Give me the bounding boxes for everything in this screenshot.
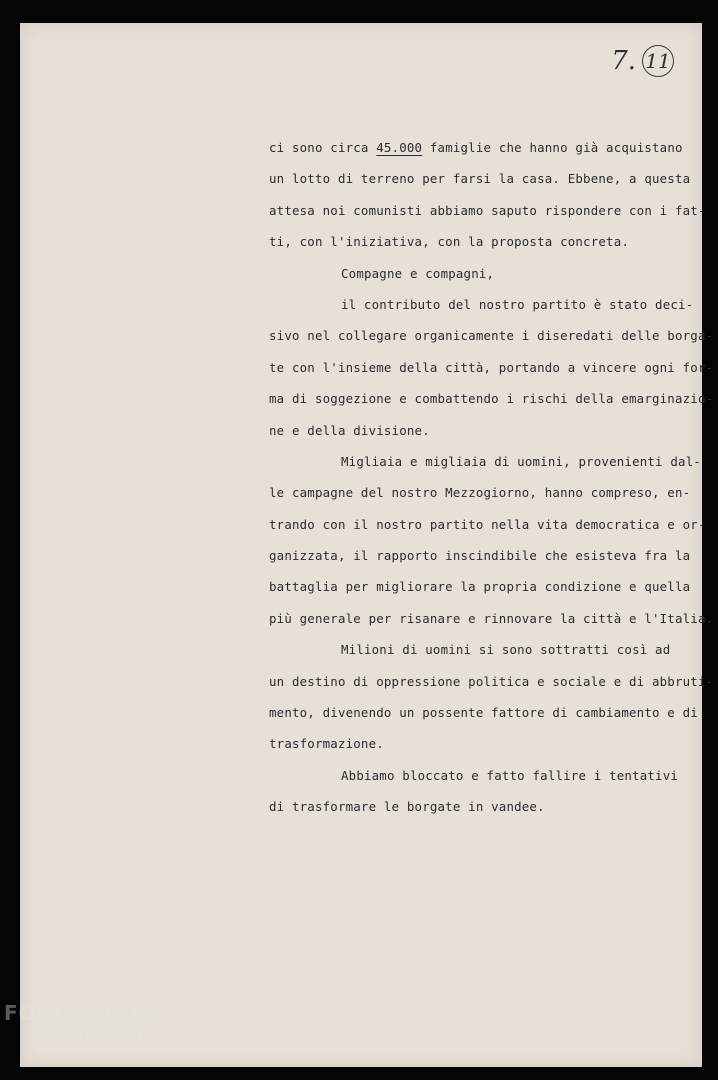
text-line: trasformazione.	[269, 736, 384, 752]
text-line: ma di soggezione e combattendo i rischi della emarginazio-	[269, 391, 714, 407]
fondazione-gramsci-logo	[4, 1002, 176, 1056]
page-folio	[611, 45, 674, 77]
text-line: ganizzata, il rapporto inscindibile che esisteva fra la	[269, 548, 691, 564]
text-line: un lotto di terreno per farsi la casa. Ebbene, a questa	[269, 171, 691, 187]
text-line: ne e della divisione.	[269, 422, 430, 438]
folio-number: 7.	[611, 46, 636, 76]
text-line: sivo nel collegare organicamente i diseredati delle borga-	[269, 328, 714, 344]
document-page	[20, 23, 714, 1067]
text-line: il contributo del nostro partito è stato deci-	[341, 296, 694, 312]
logo-line-1: FONDAZIONE	[4, 1001, 163, 1025]
text-line: Abbiamo bloccato e fatto fallire i tentativi	[341, 767, 679, 783]
text-line: le campagne del nostro Mezzogiorno, hanno compreso, en-	[269, 485, 691, 501]
text-line: te con l'insieme della città, portando a vincere ogni for-	[269, 359, 714, 375]
text-line: un destino di oppressione politica e sociale e di abbruti-	[269, 673, 714, 689]
text-line: trando con il nostro partito nella vita democratica e or-	[269, 516, 706, 532]
text-line: mento, divenendo un possente fattore di cambiamento e di	[269, 705, 698, 721]
text-line: attesa noi comunisti abbiamo saputo rispondere con i fat-	[269, 202, 706, 218]
text-line: ci sono circa 45.000 famiglie che hanno già acquistano	[269, 140, 683, 155]
underlined-number: 45.000	[376, 140, 423, 155]
text-line: battaglia per migliorare la propria condizione e quella	[269, 579, 691, 595]
salutation: Compagne e compagni,	[341, 265, 495, 281]
folio-circled-number: 11	[642, 45, 674, 77]
logo-line-2: GRAMSCI	[34, 1023, 145, 1047]
typed-text	[269, 132, 714, 823]
logo-line-3: onlus	[147, 1046, 177, 1056]
text-line: Migliaia e migliaia di uomini, provenienti dal-	[341, 453, 702, 469]
text-line: di trasformare le borgate in vandee.	[269, 799, 545, 815]
text-line: ti, con l'iniziativa, con la proposta concreta.	[269, 234, 630, 250]
text-line: Milioni di uomini si sono sottratti così ad	[341, 642, 671, 658]
text-line: più generale per risanare e rinnovare la città e l'Italia.	[269, 610, 714, 626]
